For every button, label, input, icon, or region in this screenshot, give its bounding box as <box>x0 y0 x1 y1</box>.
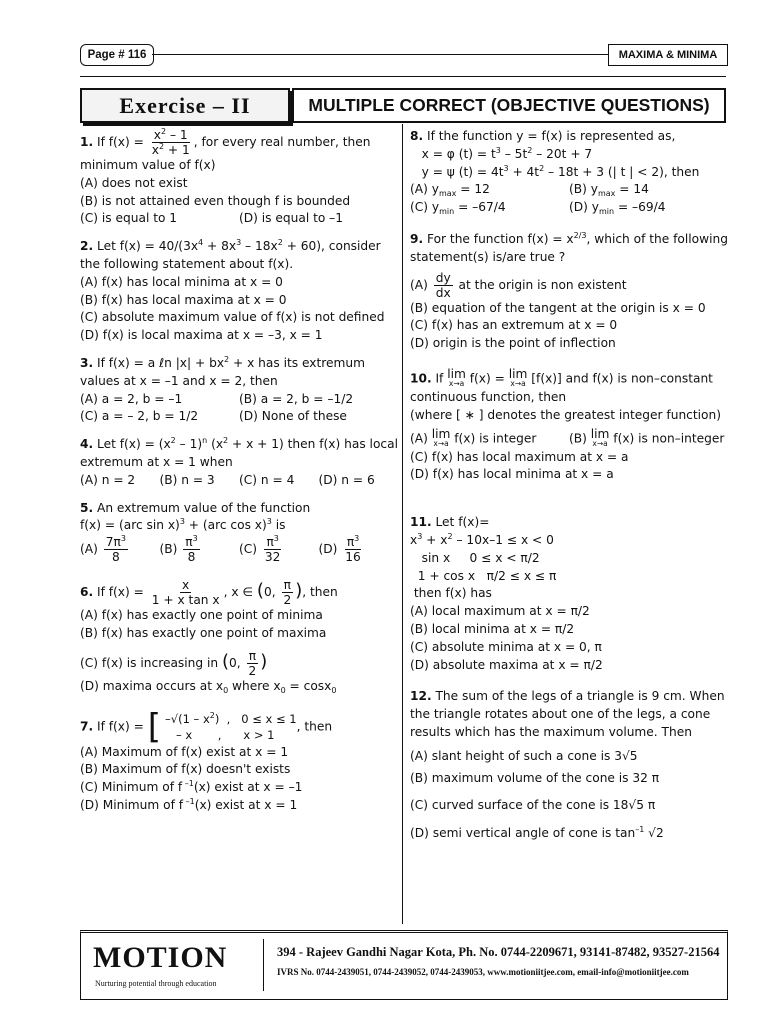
motion-logo <box>89 939 253 991</box>
question-2: 2. Let $f(x) = 40/(3x^4 + 8x^3 - 18x^2 + 60)$, consider the following statement about f(x). (A) f(x) has local minima at x = 0 (B) f(x) has local maxima at x = 0 (C) absolute maximum value of f(x) is not defined (D) f(x) is local maxima at x = –3, x = 1 <box>80 238 385 343</box>
brand-name: MOTION <box>93 941 228 974</box>
column-divider <box>402 124 403 924</box>
question-9: 9. For the function $f(x) = x^{2/3}$, which of the following statement(s) is/are true ? (A) $\frac{dy}{dx}$ at the origin is non existent (B) equation of the tangent at the origin is x = 0 (C) f(x) has an extremum at x = 0 (D) origin is the point of inflection <box>410 230 728 351</box>
header-underline <box>80 76 726 77</box>
footer-separator <box>263 939 264 991</box>
brand-tagline: Nurturing potential through education <box>95 979 217 988</box>
question-7: 7. If f(x) = [ $-√(1 - x^2)$ , 0 ≤ x ≤ 1 – x , x > 1 , then (A) Maximum of f(x) exist at x = 1 (B) Maximum of f(x) doesn't exists (C) Minimum of f $^{-1}$(x) exist at x = –1 (D) Minimum of f $^{-1}$(x) exist at x = 1 <box>80 706 333 812</box>
question-6: 6. If f(x) = $\frac{x}{\text{1 + x tan x}}$ , x ∈ (0, $\frac{\pi}{2}$ ), then (A) f(x) has exactly one point of minima (B) f(x) has exactly one point of maxima (C) f(x) is increasing in (0, $\frac{\pi}{2}$ ) (D) maxima occurs at $x_0$ where $x_0 = \cos x_0$ <box>80 578 338 695</box>
page-footer <box>80 930 728 1000</box>
question-11: 11. Let f(x)= $x^3 + x^2 - 10x-1 \le x < 0$ sin x 0 ≤ x < π/2 1 + cos x π/2 ≤ x ≤ π then f(x) has (A) local maximum at x = π/2 (B) local minima at x = π/2 (C) absolute minima at x = 0, π (D) absolute maxima at x = π/2 <box>410 515 603 672</box>
page-number-badge: Page # 116 <box>80 44 154 66</box>
left-column <box>80 128 398 825</box>
question-4: 4. Let $f(x) = (x^2 - 1)^n$ $(x^2 + x + 1)$ then f(x) has local extremum at x = 1 when (A) n = 2 (B) n = 3 (C) n = 4 (D) n = 6 <box>80 436 398 487</box>
question-3: 3. If f(x) = a ℓn $|x| + bx^2 + x$ has its extremum values at x = –1 and x = 2, then (A) a = 2, b = –1 (B) a = 2, b = –1/2 (C) a = – 2, b = 1/2 (D) None of these <box>80 354 365 424</box>
question-5: 5. An extremum value of the function f(x) = (arc sin x)$^3$ + (arc cos x)$^3$ is (A) $\frac{7\pi^3}{8}$ (B) $\frac{\pi^3}{8}$ (C) $\frac{\pi^3}{32}$ (D) $\frac{\pi^3}{16}$ <box>80 500 361 565</box>
footer-contact: IVRS No. 0744-2439051, 0744-2439052, 0744-2439053, www.motioniitjee.com, email-info@motioniitjee.com <box>277 967 689 977</box>
header-rule <box>152 54 608 55</box>
right-column <box>410 128 728 853</box>
chapter-topic-badge: MAXIMA & MINIMA <box>608 44 728 66</box>
question-1: 1. If f(x) = $\frac{x^2 - 1}{x^2 + 1}$ , for every real number, then minimum value of f(x) (A) does not exist (B) is not attained even though f is bounded (C) is equal to 1 (D) is equal to –1 <box>80 127 371 226</box>
exercise-subtitle: MULTIPLE CORRECT (OBJECTIVE QUESTIONS) <box>292 88 726 123</box>
exercise-title: Exercise – II <box>80 88 290 123</box>
question-8: 8. If the function y = f(x) is represented as, x = φ $(t) = t^3 - 5t^2 - 20t + 7$ y = ψ $(t) = 4t^3 + 4t^2 - 18t + 3$ (| t | < 2), then (A) $y_{max} = 12$ (B) $y_{max} = 14$ (C) $y_{min} = -67/4$ (D) $y_{min} = -69/4$ <box>410 129 700 217</box>
question-10: 10. If lim x→a f(x) = lim x→a [f(x)] and f(x) is non–constant continuous function, then (where [ ∗ ] denotes the greatest integer function) (A) lim x→a f(x) is integer (B) lim x→a f(x) is non–integer (C) f(x) has local maximum at x = a (D) f(x) has local minima at x = a <box>410 366 725 482</box>
question-12: 12. The sum of the legs of a triangle is 9 cm. When the triangle rotates about one of the legs, a cone results which has the maximum volume. Then (A) slant height of such a cone is 3√5 (B) maximum volume of the cone is 32 π (C) curved surface of the cone is 18√5 π (D) semi vertical angle of cone is $\tan^{-1} √2$ <box>410 689 725 841</box>
footer-address: 394 - Rajeev Gandhi Nagar Kota, Ph. No. 0744-2209671, 93141-87482, 93527-21564 <box>277 945 720 959</box>
